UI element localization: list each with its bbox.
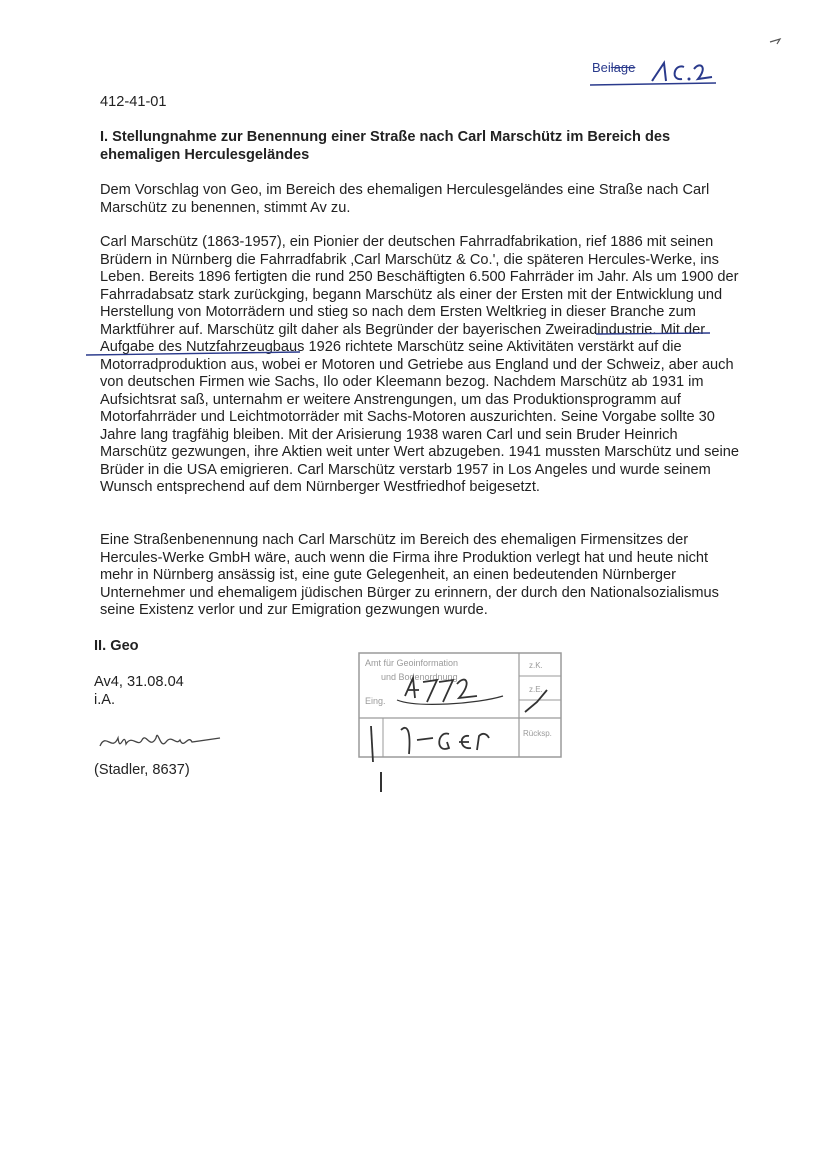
- signature: [96, 724, 226, 758]
- corner-tick-mark: [768, 36, 784, 46]
- paragraph-recommendation: Eine Straßenbenennung nach Carl Marschütz im Bereich des ehemaligen Firmensitzes der Hercules-Werke GmbH wäre, auch wenn die Firma ihre Produktion verlegt hat und heute nicht mehr in Nürnberg ansässig ist, eine gute Gelegenheit, an einen bedeutenden Nürnberger Unternehmer und ehemaligem jüdischen Bürger zu erinnern, der durch den Nationalsozialismus seine Existenz verlor und zur Emigration gezwungen wurde.: [100, 532, 719, 618]
- dateline-block: [94, 674, 184, 709]
- reference-number: 412-41-01: [100, 94, 167, 110]
- stamp-col-ze: z.E.: [529, 685, 543, 694]
- section-geo-heading: II. Geo: [94, 638, 139, 654]
- handwritten-underline: [86, 330, 716, 358]
- stamp-stroke-tail: [380, 772, 382, 792]
- receipt-stamp: [357, 650, 563, 762]
- beilage-number: 10.2: [652, 81, 654, 82]
- paragraph-biography: Carl Marschütz (1863-1957), ein Pionier der deutschen Fahrradfabrikation, rief 1886 mit seinen Brüdern in Nürnberg die Fahrradfabrik ‚Carl Marschütz & Co.', die späteren Hercules-Werke, ins Leben. Bereits 1896 fertigten die rund 250 Beschäftigten 6.500 Fahrräder im Jahr. Als um 1900 der Fahrradabsatz stark zurückging, begann Marschütz als einer der Ersten mit der Entwicklung und Herstellung von Motorrädern und stieg so nach dem Ersten Weltkrieg in dieser Branche zum Marktführer auf. Marschütz gilt daher als Begründer der bayerischen Zweiradindustrie. Mit der Aufgabe des Nutzfahrzeugbaus 1926 richtete Marschütz seine Aktivitäten verstärkt auf die Motorradproduktion aus, wobei er Motoren und Getriebe aus England und der Schweiz, aber auch von deutschen Firmen wie Sachs, Ilo oder Kleemann bezog. Nachdem Marschütz ab 1931 im Aufsichtsrat saß, unternahm er weitere Anstrengungen, um das Produktionsprogramm auf Motorfahrräder und Leichtmotorräder mit Sachs-Motoren auszurichten. Seine Vorgabe sollte 30 Jahre lang tragfähig bleiben. Mit der Arisierung 1938 waren Carl und sein Bruder Heinrich Marschütz gezwungen, ihre Aktien weit unter Wert abzugeben. 1941 mussten Marschütz und seine Brüder in die USA emigrieren. Carl Marschütz verstarb 1957 in Los Angeles und wurde seinem Wunsch entsprechend auf dem Nürnberger Westfriedhof beigesetzt.: [100, 234, 739, 495]
- beilage-prefix: Bei: [592, 60, 611, 75]
- paragraph-consent: Dem Vorschlag von Geo, im Bereich des ehemaligen Herculesgeländes eine Straße nach Carl Marschütz zu benennen, stimmt Av zu.: [100, 182, 710, 216]
- dateline: Av4, 31.08.04: [94, 674, 184, 690]
- document-title: I. Stellungnahme zur Benennung einer Straße nach Carl Marschütz im Bereich des ehemaligen Herculesgeländes: [100, 129, 671, 163]
- beilage-struck: lage: [610, 60, 636, 75]
- stamp-line-1: Amt für Geoinformation: [365, 658, 459, 668]
- stamp-line-2: und Bodenordnung: [381, 672, 458, 682]
- ia-label: i.A.: [94, 691, 116, 708]
- beilage-number-handwritten: [588, 55, 728, 89]
- stamp-col-ruecksp: Rücksp.: [523, 729, 552, 738]
- stamp-col-zk: z.K.: [529, 661, 543, 670]
- signer-name: (Stadler, 8637): [94, 762, 190, 778]
- stamp-line-3: Eing.: [365, 696, 386, 706]
